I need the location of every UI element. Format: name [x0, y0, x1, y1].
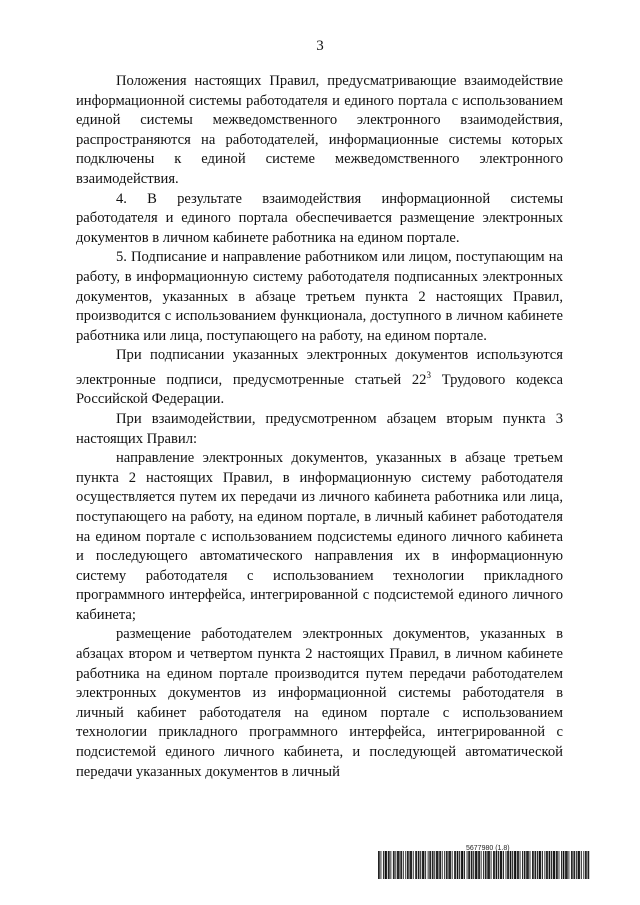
barcode-bar — [556, 851, 557, 879]
barcode-bar — [425, 851, 426, 879]
barcode-bar — [385, 851, 386, 879]
barcode-bar — [471, 851, 472, 879]
barcode-bar — [514, 851, 515, 879]
paragraph-1: Положения настоящих Правил, предусматривающие взаимодействие информационной системы работодателя и единого портала с использованием единой системы межведомственного электронного взаимодействия, распространяются на работодателей, информационные системы которых подключены к единой системе межведомственного электронного взаимодействия. — [76, 73, 563, 187]
barcode-bar — [503, 851, 504, 879]
barcode-bar — [486, 851, 487, 879]
barcode-bar — [401, 851, 402, 879]
barcode-bar — [388, 851, 389, 879]
barcode-bar — [581, 851, 582, 879]
barcode-bar — [512, 851, 513, 879]
barcode-bar — [517, 851, 518, 879]
barcode-bar — [506, 851, 507, 879]
barcode-bar — [450, 851, 451, 879]
paragraph-4-text-start: При подписании указанных электронных документов используются электронные подписи, предусмотренные статьей 22 — [76, 347, 563, 388]
paragraph-2: 4. В результате взаимодействия информационной системы работодателя и единого портала обеспечивается размещение электронных документов в личном кабинете работника на едином портале. — [76, 190, 563, 246]
barcode-bar — [547, 851, 548, 879]
barcode-bar — [383, 851, 384, 879]
barcode-bar — [554, 851, 555, 879]
paragraph-4 — [76, 346, 563, 410]
barcode-bar — [457, 851, 458, 879]
barcode-bar — [416, 851, 417, 879]
barcode-bar — [439, 851, 440, 879]
barcode-bar — [485, 851, 486, 879]
barcode-bar — [501, 851, 502, 879]
barcode-bar — [393, 851, 394, 879]
barcode-bar — [477, 851, 478, 879]
article-superscript: 3 — [426, 369, 431, 380]
barcode-bar — [510, 851, 511, 879]
barcode-bar — [394, 851, 395, 879]
barcode-bar — [535, 851, 536, 879]
barcode-bar — [411, 851, 412, 879]
barcode-bar — [403, 851, 404, 879]
barcode-bar — [459, 851, 460, 879]
barcode-bar — [424, 851, 425, 879]
barcode-bar — [559, 851, 560, 879]
barcode-bar — [489, 851, 490, 879]
barcode-bar — [564, 851, 565, 879]
barcode — [378, 851, 590, 879]
barcode-bar — [461, 851, 462, 879]
barcode-bar — [501, 851, 502, 879]
barcode-bar — [464, 851, 465, 879]
barcode-bar — [539, 851, 540, 879]
barcode-bar — [579, 851, 580, 879]
barcode-bar — [524, 851, 525, 879]
barcode-bar — [533, 851, 534, 879]
barcode-bar — [422, 851, 423, 879]
barcode-bar — [515, 851, 516, 879]
barcode-bar — [493, 851, 494, 879]
barcode-bar — [449, 851, 450, 879]
paragraph-7: размещение работодателем электронных документов, указанных в абзацах втором и четвертом пункта 2 настоящих Правил, в личном кабинете работника на едином портале производится путем передачи работодателем электронных документов из информационной системы работодателя в личный кабинет работодателя на едином портале с использованием технологии прикладного программного интерфейса, интегрированной с подсистемой единого личного кабинета, и последующей автоматической передачи указанных документов в личный — [76, 626, 563, 780]
barcode-bar — [586, 851, 587, 879]
barcode-bar — [385, 851, 386, 879]
barcode-bar — [440, 851, 441, 879]
barcode-bar — [423, 851, 424, 879]
barcode-bar — [419, 851, 420, 879]
barcode-bar — [447, 851, 448, 879]
barcode-bar — [462, 851, 463, 879]
barcode-bar — [413, 851, 414, 879]
barcode-bar — [389, 851, 390, 879]
barcode-bar — [522, 851, 523, 879]
barcode-bar — [520, 851, 521, 879]
barcode-bar — [478, 851, 479, 879]
barcode-bar — [483, 851, 484, 879]
barcode-bar — [386, 851, 387, 879]
barcode-bar — [472, 851, 473, 879]
paragraph-5: При взаимодействии, предусмотренном абзацем вторым пункта 3 настоящих Правил: — [76, 410, 563, 447]
barcode-bar — [532, 851, 533, 879]
barcode-bar — [507, 851, 508, 879]
barcode-bar — [496, 851, 497, 879]
barcode-bar — [498, 851, 499, 879]
barcode-bar — [500, 851, 501, 879]
barcode-bar — [390, 851, 391, 879]
barcode-bar — [515, 851, 516, 879]
barcode-bar — [567, 851, 568, 879]
barcode-bar — [444, 851, 445, 879]
barcode-bar — [430, 851, 431, 879]
barcode-bar — [420, 851, 421, 879]
barcode-bar — [528, 851, 529, 879]
barcode-bar — [554, 851, 555, 879]
barcode-bar — [574, 851, 575, 879]
barcode-bar — [566, 851, 567, 879]
page-number: 3 — [316, 38, 324, 54]
footer-document-code: 5677980 (1.8) — [466, 845, 510, 852]
barcode-bar — [467, 851, 468, 879]
barcode-bar — [434, 851, 435, 879]
barcode-bar — [549, 851, 550, 879]
barcode-bar — [511, 851, 512, 879]
barcode-bar — [496, 851, 497, 879]
barcode-bar — [544, 851, 545, 879]
barcode-bar — [546, 851, 547, 879]
barcode-bar — [415, 851, 416, 879]
barcode-bar — [491, 851, 492, 879]
barcode-bar — [542, 851, 543, 879]
barcode-bar — [551, 851, 552, 879]
barcode-bar — [494, 851, 495, 879]
barcode-bar — [526, 851, 527, 879]
barcode-bar — [540, 851, 541, 879]
barcode-bar — [525, 851, 526, 879]
barcode-bar — [549, 851, 550, 879]
barcode-bar — [481, 851, 482, 879]
barcode-bar — [405, 851, 406, 879]
barcode-bar — [397, 851, 398, 879]
barcode-bar — [428, 851, 429, 879]
barcode-bar — [429, 851, 430, 879]
barcode-bar — [442, 851, 443, 879]
barcode-bar — [588, 851, 589, 879]
barcode-bar — [454, 851, 455, 879]
barcode-bar — [475, 851, 476, 879]
barcode-bar — [378, 851, 379, 879]
barcode-bar — [571, 851, 572, 879]
barcode-bar — [462, 851, 463, 879]
barcode-bar — [563, 851, 564, 879]
barcode-bar — [572, 851, 573, 879]
barcode-bar — [448, 851, 449, 879]
barcode-bar — [488, 851, 489, 879]
barcode-bar — [380, 851, 381, 879]
barcode-bar — [565, 851, 566, 879]
barcode-bar — [398, 851, 399, 879]
barcode-bar — [469, 851, 470, 879]
barcode-bar — [578, 851, 579, 879]
barcode-bar — [455, 851, 456, 879]
barcode-bar — [487, 851, 488, 879]
barcode-bar — [530, 851, 531, 879]
barcode-bar — [452, 851, 453, 879]
barcode-bar — [418, 851, 419, 879]
barcode-bar — [576, 851, 577, 879]
barcode-bar — [527, 851, 528, 879]
barcode-bar — [399, 851, 400, 879]
barcode-bar — [539, 851, 540, 879]
barcode-bar — [585, 851, 586, 879]
barcode-bar — [436, 851, 437, 879]
barcode-bar — [407, 851, 408, 879]
barcode-bar — [458, 851, 459, 879]
paragraph-4-text-end: Трудового кодекса Российской Федерации. — [76, 371, 563, 408]
barcode-bar — [588, 851, 589, 879]
barcode-bar — [476, 851, 477, 879]
barcode-bar — [438, 851, 439, 879]
barcode-bar — [578, 851, 579, 879]
barcode-bar — [409, 851, 410, 879]
barcode-bar — [408, 851, 409, 879]
barcode-bar — [400, 851, 401, 879]
barcode-bar — [473, 851, 474, 879]
barcode-bar — [568, 851, 569, 879]
barcode-bar — [535, 851, 536, 879]
barcode-bar — [395, 851, 396, 879]
barcode-bar — [573, 851, 574, 879]
paragraph-3: 5. Подписание и направление работником или лицом, поступающим на работу, в информационную систему работодателя подписанных электронных документов, указанных в абзаце третьем пункта 2 настоящих Правил, производится с использованием функционала, доступного в личном кабинете работника или лица, поступающего на работу, на едином портале. — [76, 249, 563, 344]
barcode-bar — [433, 851, 434, 879]
barcode-bar — [561, 851, 562, 879]
barcode-bar — [437, 851, 438, 879]
barcode-bar — [583, 851, 584, 879]
paragraph-6: направление электронных документов, указанных в абзаце третьем пункта 2 настоящих Правил, в информационную систему работодателя осуществляется путем их передачи из личного кабинета работника или лица, поступающего на работу, на едином портале, в личный кабинет работодателя на едином портале с использованием подсистемы единого личного кабинета и последующего автоматического направления их в информационную систему работодателя с использованием технологии прикладного программного интерфейса, интегрированной с подсистемой единого личного кабинета; — [76, 450, 563, 623]
barcode-bar — [432, 851, 433, 879]
barcode-bar — [537, 851, 538, 879]
barcode-bar — [479, 851, 480, 879]
barcode-bar — [446, 851, 447, 879]
barcode-bar — [468, 851, 469, 879]
barcode-bar — [557, 851, 558, 879]
barcode-bar — [508, 851, 509, 879]
barcode-bar — [518, 851, 519, 879]
barcode-bar — [379, 851, 380, 879]
barcode-bar — [553, 851, 554, 879]
document-body — [76, 72, 563, 782]
barcode-bar — [410, 851, 411, 879]
